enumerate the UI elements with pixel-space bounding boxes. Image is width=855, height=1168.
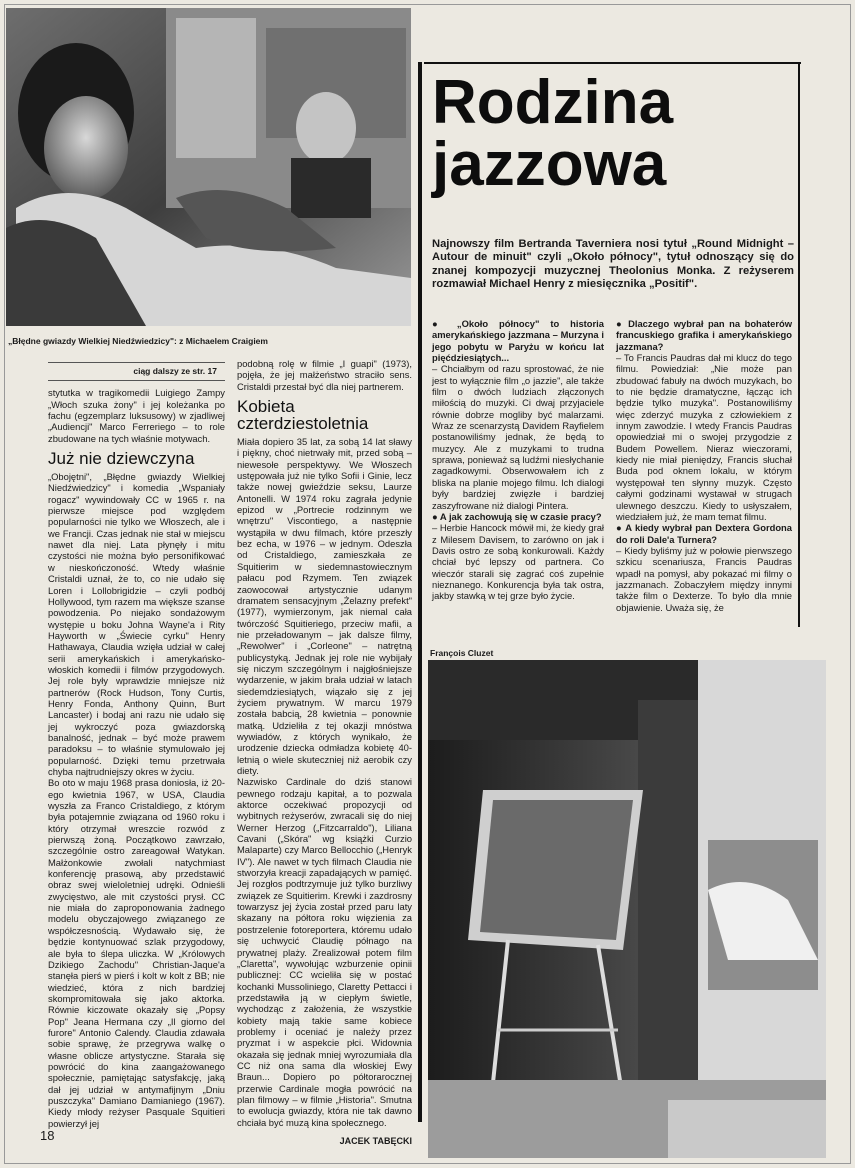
paragraph: – Herbie Hancock mówił mi, że kiedy grał z Milesem Davisem, to zarówno on jak i Davis ostro ze sobą konkurowali. Każdy chciał być lepszy od partnera. Co wieczór starali się zagrać coś zupełnie nieznanego. Konkurencja była tak ostra, jakby stawką w tej grze było życie.	[432, 522, 604, 602]
paragraph: – To Francis Paudras dał mi klucz do tego filmu. Powiedział: „Nie może pan zbudować fabuły na dwóch muzykach, bo to nie będzie dramatyczne, łącząc ich będzie tylko muzyka". Postanowiliśmy więc zderzyć muzyka z człowiekiem z innym zawodzie. I wtedy Francis Paudras opowiedział mi o swojej przygodzie z Budem Powellem. Nieraz wieczorami, kiedy nie miał pieniędzy, Francis słuchał Buda pod oknem lokalu, w którym występował ten słynny muzyk. Często całymi godzinami wystawał w strugach ulewnego deszczu. Kiedy to usłyszałem, wiedziałem już, że mam temat filmu.	[616, 352, 792, 522]
article-right-column-2	[616, 318, 792, 630]
header-rule	[424, 62, 801, 64]
section-heading: Już nie dziewczyna	[48, 449, 195, 469]
page-number: 18	[40, 1128, 55, 1143]
interview-question: ● „Około północy" to historia amerykańskiego jazzmana – Murzyna i jego pobytu w Paryżu w końcu lat pięćdziesiątych...	[432, 318, 604, 364]
article-left-column-1	[48, 362, 225, 1129]
interview-question: ● A kiedy wybrał pan Dextera Gordona do roli Dale'a Turnera?	[616, 522, 792, 545]
section-heading: Kobieta czterdziestoletnia	[237, 397, 369, 434]
film-still-image-bottom	[428, 660, 826, 1158]
film-still-photo-top	[6, 8, 411, 326]
article-title-line-2: jazzowa	[432, 130, 667, 199]
film-still-image-top	[6, 8, 411, 326]
paragraph: – Chciałbym od razu sprostować, że nie jest to wyłącznie film „o jazzie", ale także film o dwóch ludziach złączonych miłością do muzyki. Ci dwaj przyjaciele równie dobrze mogliby być malarzami. Wraz ze scenarzystą Davidem Rayfielem postanowiliśmy jednak, że będą to muzycy. Ale z muzykami to trudna sprawa, ponieważ są ludźmi niesłychanie zagadkowymi. Obserwowałem ich z bliska na planie mojego filmu. Ich dialogi były bardziej zwięzłe i bardziej zaszyfrowane niż dialogi Pintera.	[432, 363, 604, 511]
photo-caption-bottom: François Cluzet	[430, 648, 494, 658]
paragraph: stytutka w tragikomedii Luigiego Zampy „Włoch szuka żony" i jej koleżanka po fachu (egzemplarz luksusowy) w zjadliwej „Audiencji" Marco Ferreriego – to role zbudowane na tych właśnie motywach.	[48, 387, 225, 444]
photo-caption-top: „Błędne gwiazdy Wielkiej Niedźwiedzicy": z Michaelem Craigiem	[8, 336, 268, 346]
article-title	[432, 68, 792, 199]
article-left-column-2	[237, 358, 412, 1146]
article-lead: Najnowszy film Bertranda Taverniera nosi tytuł „Round Midnight – Autour de minuit" czyli „Około północy", tytuł odnoszący się do znanej kompozycji muzycznej Theolonius Monka. Z reżyserem rozmawiał Michael Henry z miesięcznika „Positif".	[432, 238, 794, 290]
continued-note: ciąg dalszy ze str. 17	[48, 362, 225, 381]
interview-question: ● A jak zachowują się w czasie pracy?	[432, 510, 602, 522]
right-border-rule	[798, 62, 800, 627]
column-divider-rule	[418, 62, 422, 1122]
paragraph: Miała dopiero 35 lat, za sobą 14 lat sławy i piękny, choć nietrwały mit, przed sobą – niewesołe perspektywy. We Włoszech ustępowała już nie tylko Sofii i Ginie, lecz także nowej gwieździe seksu, Laurze Antonelli. W 1974 roku zagrała jedynie epizod w „Portrecie rodzinnym we wnętrzu" Viscontiego, a następnie wystąpiła w dwu filmach, które przeszły bez echa, w 1976 – w jednym. Odeszła od Cristaldiego, zamieszkała ze Squitierim w siedemnastowiecznym pałacu pod Rzymem. Ten związek zaowocował artystycznie udanym dramatem sensacyjnym „Żelazny prefekt" (1977), wymierzonym, jak niemal cała twórczość Squitieriego, przeciw mafii, a nie przeładowanym – jak dalsze filmy, „Rewolwer" i „Corleone" – natrętną publicystyką. Jednak jej role nie wybijały się niczym szczególnym i najgłośniejsze wydarzenie, w jakim brała udział w latach siedemdziesiątych, wiązało się z jej życiem prywatnym. W marcu 1979 została babcią, 28 kwietnia – ponownie matką. Udzieliła z tej okazji mnóstwa wywiadów, z których wynikało, że urodzenie dziecka odmładza kobietę 40-letnią o wiele skuteczniej niż aerobik czy diety.	[237, 436, 412, 776]
interview-question: ● Dlaczego wybrał pan na bohaterów francuskiego grafika i amerykańskiego jazzmana?	[616, 318, 792, 352]
paragraph: Nazwisko Cardinale do dziś stanowi pewnego rodzaju kapitał, a to pozwala aktorce oczekiwać propozycji od wybitnych reżyserów, zwracali się do niej Werner Herzog („Fitzcarraldo"), Liliana Cavani („Skóra" wg książki Curzio Malaparte) czy Marco Bellocchio („Henryk IV"). Ale nawet w tych filmach Claudia nie stworzyła kreacji zapadających w pamięć. Jej rozgłos podtrzymuje już tylko burzliwy związek ze Squitierim. Krewki i zazdrosny towarzysz jej życia został przed paru laty skazany na półtora roku więzienia za postrzelenie fotoreportera, któremu udało się uchwycić Claudię półnago na prywatnej plaży. Zrealizował potem film „Claretta", wywołując wzburzenie opinii publicznej: CC wcieliła się w postać kochanki Mussoliniego, Claretty Pettacci i przedstawiła ją w ciepłym świetle, wychodząc z założenia, że wszystkie kobiety mają takie same kobiece problemy i oceniać je należy przez pryzmat i w aspekcie płci. Widownia okazała się jednak mniej wyrozumiała dla CC niż ona sama dla włoskiej Ewy Braun... Dopiero po półtorarocznej przerwie Cardinale mogła powrócić na plan filmowy – w filmie „Historia". Smutna to ewolucja gwiazdy, która nie tak dawno chciała być muzą kina społecznego.	[237, 776, 412, 1128]
author-byline: JACEK TABĘCKI	[339, 1136, 412, 1146]
article-right-column-1	[432, 318, 604, 630]
article-title-line-1: Rodzina	[432, 68, 674, 137]
paragraph: podobną rolę w filmie „I guapi" (1973), pojęła, że jej małżeństwo straciło sens. Cristaldi przestał być dla niej partnerem.	[237, 358, 412, 392]
paragraph: – Kiedy byliśmy już w połowie pierwszego szkicu scenariusza, Francis Paudras wpadł na pomysł, aby pokazać mi filmy o jazzmanach. Zobaczyłem między innymi także film o Dexterze. To było dla mnie objawienie. Uważa się, że	[616, 544, 792, 613]
paragraph: „Obojętni", „Błędne gwiazdy Wielkiej Niedźwiedzicy" i komedia „Wspaniały rogacz" wywindowały CC w 1965 r. na pierwsze miejsce pod względem popularności nie tylko we Włoszech, ale i we Francji. Czas jednak nie stał w miejscu nawet dla niej. Lata płynęły i mitu czystości nie można było personifikować w nieskończoność. Wtedy właśnie Cristaldi uznał, że to, co nie udało się Loren i Lollobrigidzie – czyli podbój Hollywood, tym razem ma większe szanse powodzenia. Po niejako sondażowym występie u boku Johna Wayne'a i Rity Hayworth w „Świecie cyrku" Henry Hathawaya, Claudia wzięła udział w całej serii amerykańskich i amerykańsko-włoskich komedii i filmów przygodowych. Jej role były wprawdzie mniejsze niż partnerów (Rock Hudson, Tony Curtis, Henry Fonda, Anthony Quinn, Burt Lancaster) i bodaj ani razu nie udało się jej wykroczyć poza gwiazdorską banalność, jednak – być może prawem paradoksu – to właśnie stymulowało jej popularność. Dzięki temu przetrwała chyba najtrudniejszy okres w życiu.	[48, 471, 225, 777]
paragraph: Bo oto w maju 1968 prasa doniosła, iż 20-ego kwietnia 1967, w USA, Claudia wyszła za Franco Cristaldiego, z którym była potajemnie związana od 1960 roku i który otrzymał wreszcie rozwód z pierwszą żoną. Początkowo zawrzało, szczególnie ostro zareagował Watykan. Małżonkowie zwołali natychmiast konferencję prasową, aby przedstawić obraz swej wieloletniej udręki. Odnieśli zwycięstwo, ale mit czystości prysł. CC nie miała do zaproponowania żadnego modelu obyczajowego związanego ze współczesnością. Wydawało się, że będzie kontynuować szlak przygodowy, ale była to ślepa uliczka. W „Królowych Dzikiego Zachodu" Christian-Jaque'a stanęła pierś w pierś i kolt w kolt z BB; nie wiedzieć, która z nich bardziej skompromitowała się jako aktorka. Równie kiczowate okazały się „Popsy Pop" Jeana Hermana czy „Il giorno del furore" Antonio Calendy. Claudia zdawała sobie sprawę, że przegrywa walkę o własne oblicze artystyczne. Starała się powrócić do kina zaangażowanego społecznie, pamiętając satysfakcję, jaką dał jej udział w antymafijnym „Dniu puszczyka" Damiano Damianiego (1967). Kiedy młody reżyser Pasquale Squitieri powierzył jej	[48, 777, 225, 1129]
film-still-photo-bottom	[428, 660, 826, 1158]
